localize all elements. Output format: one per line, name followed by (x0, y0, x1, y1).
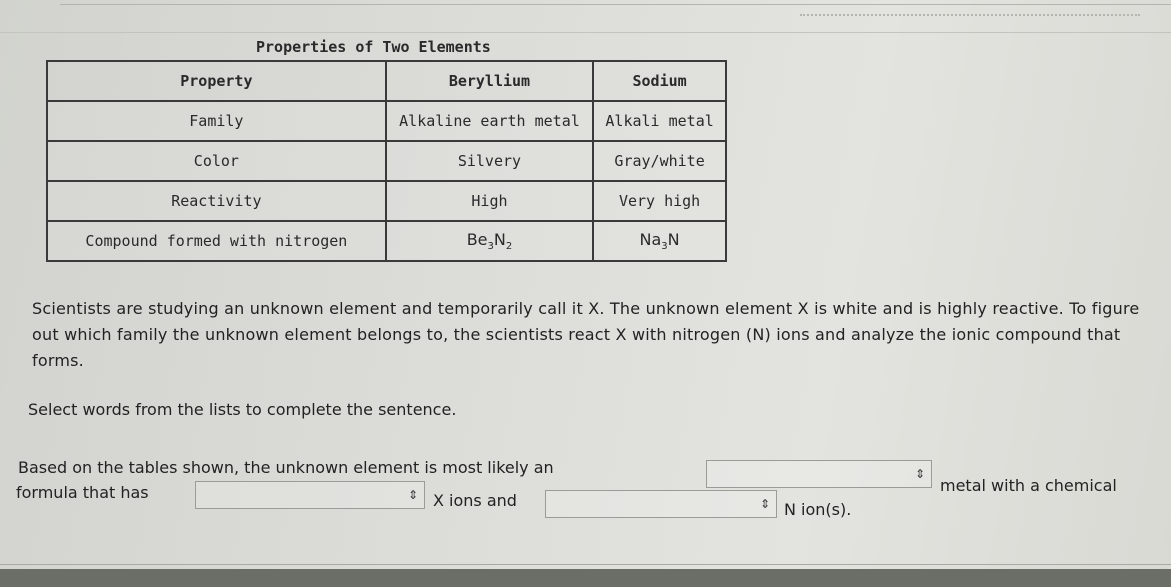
dotted-divider (800, 14, 1140, 16)
up-down-chevron-icon: ⇕ (759, 497, 770, 511)
formula-part: N (493, 229, 506, 249)
properties-table (46, 60, 727, 262)
cell-beryllium: Silvery (386, 141, 593, 181)
up-down-chevron-icon: ⇕ (407, 488, 418, 502)
formula-subscript: 2 (505, 241, 513, 253)
table-header-row (47, 61, 726, 101)
n-ions-dropdown[interactable] (545, 490, 777, 518)
cell-beryllium: High (386, 181, 593, 221)
top-divider (60, 4, 1171, 5)
header-divider (0, 32, 1171, 33)
table-row (47, 221, 726, 261)
cell-beryllium-formula (386, 221, 593, 261)
sentence-part-4: X ions and (433, 491, 517, 510)
formula-part: Na (639, 229, 662, 249)
sentence-part-3: formula that has (16, 483, 149, 502)
cell-sodium: Alkali metal (593, 101, 726, 141)
x-ions-dropdown[interactable] (195, 481, 425, 509)
family-dropdown[interactable] (706, 460, 932, 488)
formula-subscript: 3 (661, 241, 668, 253)
cell-property: Compound formed with nitrogen (47, 221, 386, 261)
table-row (47, 181, 726, 221)
up-down-chevron-icon: ⇕ (914, 467, 925, 481)
formula-part: Be (466, 229, 488, 249)
passage-text: Scientists are studying an unknown element and temporarily call it X. The unknown element X is white and is highly reactive. To figure out which family the unknown element belongs to, the scientists react X with nitrogen (N) ions and analyze the ionic compound that forms. (32, 299, 1140, 370)
cell-beryllium: Alkaline earth metal (386, 101, 593, 141)
bottom-divider (0, 564, 1171, 565)
cell-property: Color (47, 141, 386, 181)
bottom-bar (0, 569, 1171, 587)
cell-sodium-formula (593, 221, 726, 261)
formula-part: N (667, 229, 680, 249)
cell-property: Family (47, 101, 386, 141)
cell-sodium: Very high (593, 181, 726, 221)
cell-sodium: Gray/white (593, 141, 726, 181)
cell-property: Reactivity (47, 181, 386, 221)
table-title: Properties of Two Elements (256, 38, 491, 56)
formula-subscript: 3 (487, 241, 494, 253)
sentence-part-1: Based on the tables shown, the unknown element is most likely an (18, 458, 554, 477)
table-row (47, 101, 726, 141)
table-row (47, 141, 726, 181)
header-sodium: Sodium (593, 61, 726, 101)
header-property: Property (47, 61, 386, 101)
header-beryllium: Beryllium (386, 61, 593, 101)
instruction-text: Select words from the lists to complete the sentence. (28, 400, 457, 419)
sentence-part-5: N ion(s). (784, 500, 852, 519)
sentence-part-2: metal with a chemical (940, 476, 1117, 495)
